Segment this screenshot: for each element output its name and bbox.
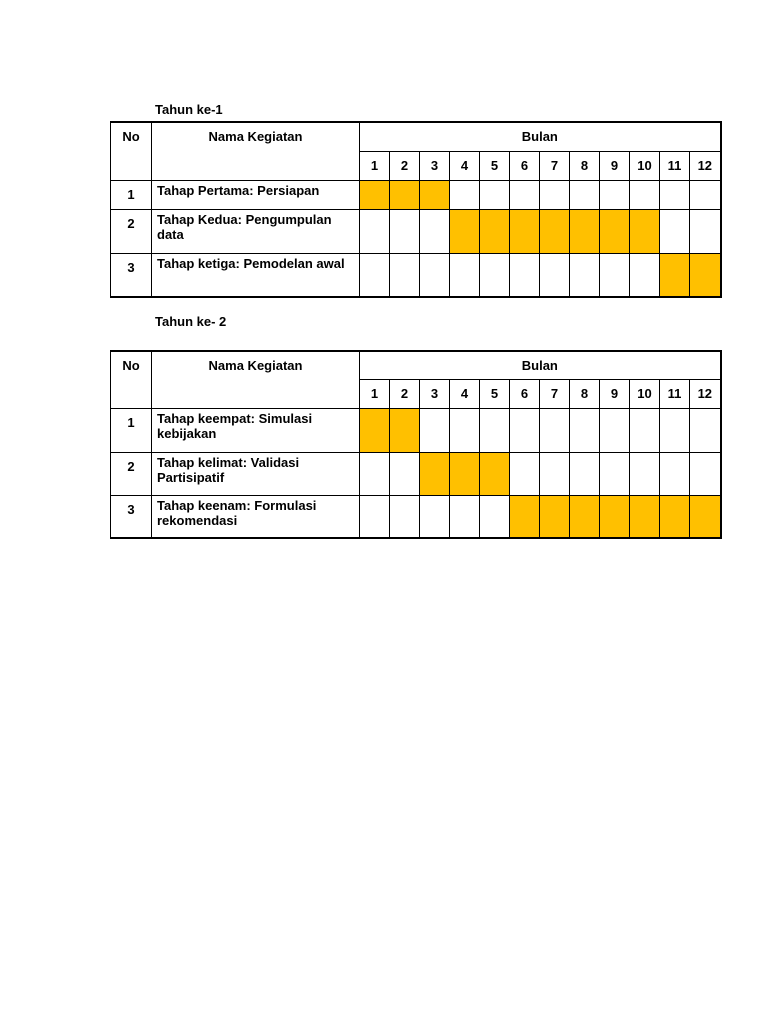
- schedule-cell-empty: [540, 452, 570, 495]
- schedule-cell-active: [360, 408, 390, 452]
- activity-no: 2: [111, 452, 152, 495]
- schedule-cell-empty: [690, 180, 721, 209]
- month-header-6: 6: [510, 151, 540, 180]
- year-1-caption: Tahun ke-1: [155, 102, 223, 117]
- schedule-cell-empty: [450, 495, 480, 538]
- schedule-cell-empty: [420, 253, 450, 297]
- schedule-cell-empty: [540, 253, 570, 297]
- schedule-cell-empty: [690, 209, 721, 253]
- activity-no: 3: [111, 253, 152, 297]
- month-header-2: 2: [390, 151, 420, 180]
- schedule-cell-empty: [480, 180, 510, 209]
- activity-row: [111, 209, 721, 253]
- schedule-cell-active: [420, 180, 450, 209]
- month-header-12: 12: [690, 379, 721, 408]
- schedule-cell-empty: [690, 408, 721, 452]
- schedule-cell-empty: [360, 495, 390, 538]
- schedule-cell-empty: [480, 253, 510, 297]
- activity-name: Tahap ketiga: Pemodelan awal: [152, 253, 360, 297]
- schedule-cell-empty: [390, 253, 420, 297]
- header-bulan: Bulan: [360, 351, 721, 379]
- activity-name: Tahap keenam: Formulasi rekomendasi: [152, 495, 360, 538]
- schedule-cell-active: [540, 209, 570, 253]
- schedule-cell-active: [390, 408, 420, 452]
- schedule-cell-empty: [480, 408, 510, 452]
- activity-name: Tahap kelimat: Validasi Partisipatif: [152, 452, 360, 495]
- schedule-cell-empty: [630, 253, 660, 297]
- schedule-cell-empty: [390, 495, 420, 538]
- schedule-cell-empty: [660, 452, 690, 495]
- schedule-cell-empty: [420, 209, 450, 253]
- schedule-cell-active: [480, 452, 510, 495]
- year-1-schedule: [110, 121, 720, 298]
- schedule-cell-empty: [420, 495, 450, 538]
- schedule-cell-empty: [450, 180, 480, 209]
- header-nama-kegiatan: Nama Kegiatan: [152, 122, 360, 180]
- schedule-cell-empty: [600, 180, 630, 209]
- header-no: No: [111, 122, 152, 180]
- schedule-cell-active: [690, 495, 721, 538]
- month-header-12: 12: [690, 151, 721, 180]
- schedule-cell-active: [600, 209, 630, 253]
- schedule-cell-empty: [540, 180, 570, 209]
- activity-no: 3: [111, 495, 152, 538]
- header-bulan: Bulan: [360, 122, 721, 151]
- schedule-cell-empty: [600, 253, 630, 297]
- schedule-cell-active: [630, 495, 660, 538]
- month-header-10: 10: [630, 379, 660, 408]
- schedule-cell-active: [450, 209, 480, 253]
- schedule-cell-empty: [360, 452, 390, 495]
- month-header-7: 7: [540, 151, 570, 180]
- header-no: No: [111, 351, 152, 408]
- month-header-8: 8: [570, 151, 600, 180]
- schedule-table-year-1: [110, 121, 722, 298]
- schedule-cell-empty: [360, 253, 390, 297]
- schedule-cell-active: [480, 209, 510, 253]
- activity-row: [111, 408, 721, 452]
- month-header-4: 4: [450, 379, 480, 408]
- schedule-cell-empty: [450, 408, 480, 452]
- month-header-7: 7: [540, 379, 570, 408]
- schedule-cell-empty: [450, 253, 480, 297]
- month-header-3: 3: [420, 379, 450, 408]
- month-header-8: 8: [570, 379, 600, 408]
- activity-row: [111, 495, 721, 538]
- schedule-cell-empty: [390, 452, 420, 495]
- schedule-cell-active: [690, 253, 721, 297]
- header-nama-kegiatan: Nama Kegiatan: [152, 351, 360, 408]
- schedule-cell-empty: [630, 408, 660, 452]
- activity-no: 1: [111, 408, 152, 452]
- schedule-cell-active: [660, 253, 690, 297]
- schedule-cell-active: [420, 452, 450, 495]
- activity-name: Tahap keempat: Simulasi kebijakan: [152, 408, 360, 452]
- schedule-cell-empty: [660, 209, 690, 253]
- schedule-cell-empty: [480, 495, 510, 538]
- schedule-cell-active: [390, 180, 420, 209]
- activity-no: 1: [111, 180, 152, 209]
- month-header-4: 4: [450, 151, 480, 180]
- schedule-cell-active: [540, 495, 570, 538]
- schedule-cell-active: [570, 495, 600, 538]
- month-header-9: 9: [600, 379, 630, 408]
- schedule-cell-active: [510, 209, 540, 253]
- schedule-cell-active: [510, 495, 540, 538]
- schedule-cell-empty: [600, 408, 630, 452]
- schedule-cell-empty: [510, 253, 540, 297]
- month-header-3: 3: [420, 151, 450, 180]
- month-header-11: 11: [660, 151, 690, 180]
- schedule-cell-empty: [570, 180, 600, 209]
- month-header-6: 6: [510, 379, 540, 408]
- month-header-1: 1: [360, 379, 390, 408]
- schedule-cell-empty: [390, 209, 420, 253]
- month-header-9: 9: [600, 151, 630, 180]
- schedule-cell-empty: [420, 408, 450, 452]
- schedule-cell-active: [450, 452, 480, 495]
- schedule-cell-empty: [510, 452, 540, 495]
- schedule-cell-active: [660, 495, 690, 538]
- month-header-10: 10: [630, 151, 660, 180]
- schedule-cell-empty: [660, 180, 690, 209]
- schedule-cell-empty: [540, 408, 570, 452]
- year-2-caption: Tahun ke- 2: [155, 314, 227, 329]
- activity-row: [111, 180, 721, 209]
- schedule-cell-active: [570, 209, 600, 253]
- month-header-1: 1: [360, 151, 390, 180]
- activity-no: 2: [111, 209, 152, 253]
- schedule-cell-active: [360, 180, 390, 209]
- activity-name: Tahap Pertama: Persiapan: [152, 180, 360, 209]
- schedule-cell-active: [630, 209, 660, 253]
- activity-row: [111, 253, 721, 297]
- schedule-cell-active: [600, 495, 630, 538]
- month-header-11: 11: [660, 379, 690, 408]
- schedule-cell-empty: [570, 253, 600, 297]
- schedule-cell-empty: [570, 452, 600, 495]
- activity-row: [111, 452, 721, 495]
- schedule-cell-empty: [630, 180, 660, 209]
- schedule-cell-empty: [510, 408, 540, 452]
- activity-name: Tahap Kedua: Pengumpulan data: [152, 209, 360, 253]
- schedule-cell-empty: [360, 209, 390, 253]
- schedule-table-year-2: [110, 350, 722, 539]
- year-2-schedule: [110, 350, 720, 539]
- schedule-cell-empty: [630, 452, 660, 495]
- schedule-cell-empty: [660, 408, 690, 452]
- schedule-cell-empty: [600, 452, 630, 495]
- schedule-cell-empty: [510, 180, 540, 209]
- month-header-5: 5: [480, 379, 510, 408]
- month-header-5: 5: [480, 151, 510, 180]
- month-header-2: 2: [390, 379, 420, 408]
- schedule-cell-empty: [570, 408, 600, 452]
- schedule-cell-empty: [690, 452, 721, 495]
